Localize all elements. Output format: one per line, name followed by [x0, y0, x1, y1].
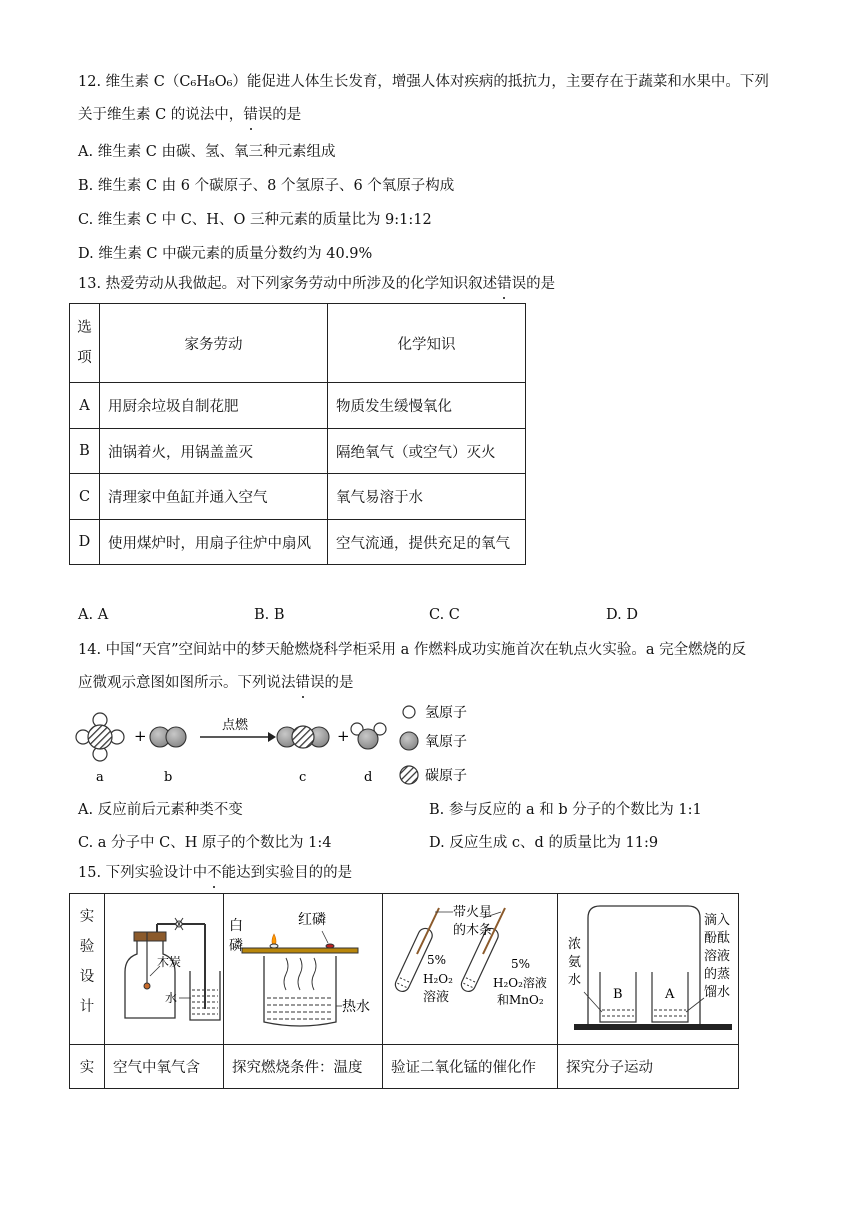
q13-row-b-knowledge: 隔绝氧气（或空气）灭火	[328, 429, 526, 474]
legend-carbon-label: 碳原子	[425, 768, 467, 784]
exp3-splint-label-2: 的木条	[453, 923, 493, 938]
carbon-atom-icon	[400, 766, 418, 784]
molecule-b-icon	[150, 727, 186, 747]
q13-answer-c: C. C	[429, 607, 460, 623]
reaction-arrow-icon	[200, 732, 276, 742]
q13-table	[69, 303, 526, 565]
q13-header-option-1: 选	[77, 320, 92, 336]
q13-header-labor: 家务劳动	[100, 304, 328, 383]
q15-design-header	[70, 894, 105, 1045]
arrow-label: 点燃	[222, 718, 249, 733]
exp3-left-label-1: 5%	[427, 953, 447, 967]
oxygen-atom-icon	[400, 732, 418, 750]
q15-design-header-3: 设	[79, 969, 95, 985]
q15-design-header-1: 实	[79, 909, 95, 925]
q13-row-a-knowledge: 物质发生缓慢氧化	[328, 383, 526, 429]
plus-sign-2: +	[337, 727, 350, 745]
exp4-ammonia-label-3: 水	[568, 973, 582, 988]
q14-option-b: B. 参与反应的 a 和 b 分子的个数比为 1:1	[429, 802, 702, 818]
exp3-right-label-2: H₂O₂溶液	[493, 976, 547, 990]
q12-emphasis-char: 错	[243, 107, 258, 123]
legend-oxygen	[400, 732, 467, 750]
molecule-a-icon	[76, 713, 124, 761]
exp4-beaker-b-label: B	[613, 987, 623, 1002]
q14-emphasis-char: 错	[295, 675, 310, 691]
exp2-purpose: 探究燃烧条件：温度	[224, 1045, 383, 1089]
q14-stem-prefix: 应微观示意图如图所示。下列说法	[78, 675, 296, 691]
exp4-ammonia-label-1: 浓	[568, 937, 582, 952]
exp3-right-label-3: 和MnO₂	[497, 993, 544, 1007]
q14-stem-suffix: 误的是	[310, 675, 354, 691]
exp4-phenol-label-5: 馏水	[704, 985, 731, 1000]
exp4-beaker-a-label: A	[665, 987, 675, 1002]
q13-stem	[78, 274, 555, 294]
legend-hydrogen-label: 氢原子	[425, 705, 467, 721]
q13-header-option	[70, 304, 100, 383]
q13-row-d-option: D	[70, 520, 100, 565]
exp4-cell	[558, 894, 739, 1045]
exp3-catalyst-apparatus	[383, 894, 557, 1040]
q15-stem-suffix: 能达到实验目的的是	[221, 865, 353, 881]
q15-emphasis-char: 不	[207, 865, 222, 881]
legend-oxygen-label: 氧原子	[425, 734, 467, 750]
exp4-molecular-motion-apparatus	[558, 894, 738, 1040]
exp3-cell	[383, 894, 558, 1045]
q13-row-a-option: A	[70, 383, 100, 429]
exp3-left-label-3: 溶液	[423, 990, 450, 1005]
q13-answer-b: B. B	[254, 607, 285, 623]
q14-stem-line2	[78, 673, 354, 693]
exp1-charcoal-label: 木炭	[157, 955, 182, 969]
q12-option-d: D. 维生素 C 中碳元素的质量分数约为 40.9%	[78, 246, 373, 262]
q13-answer-a: A. A	[78, 607, 109, 623]
q14-stem-line1: 14. 中国“天宫”空间站中的梦天舱燃烧科学柜采用 a 作燃料成功实施首次在轨点火实验。a 完全燃烧的反	[78, 642, 747, 658]
exp4-purpose: 探究分子运动	[558, 1045, 739, 1089]
plus-sign-1: +	[134, 727, 147, 745]
q13-row-c-labor: 清理家中鱼缸并通入空气	[100, 474, 328, 520]
q13-row-c-option: C	[70, 474, 100, 520]
exp4-phenol-label-4: 的蒸	[704, 967, 731, 982]
q15-stem-prefix: 15. 下列实验设计中	[78, 865, 208, 881]
exp3-left-label-2: H₂O₂	[423, 972, 453, 986]
q14-reaction-diagram	[70, 700, 490, 790]
exp2-cell	[224, 894, 383, 1045]
exp2-red-p-label: 红磷	[298, 912, 326, 928]
q12-option-b: B. 维生素 C 由 6 个碳原子、8 个氢原子、6 个氧原子构成	[78, 178, 455, 194]
q15-design-header-4: 计	[79, 999, 95, 1015]
label-c: c	[299, 770, 307, 785]
exp2-white-p-label-1: 白	[229, 918, 243, 934]
q13-emphasis-char: 错	[497, 276, 512, 292]
q14-option-c: C. a 分子中 C、H 原子的个数比为 1:4	[78, 835, 332, 851]
q13-row-d-labor: 使用煤炉时，用扇子往炉中扇风	[100, 520, 328, 565]
exp1-oxygen-content-apparatus	[105, 894, 223, 1040]
q13-stem-suffix: 误的是	[511, 276, 556, 292]
q13-header-knowledge: 化学知识	[328, 304, 526, 383]
q13-row-c-knowledge: 氧气易溶于水	[328, 474, 526, 520]
q13-row-b-option: B	[70, 429, 100, 474]
legend-hydrogen	[403, 705, 467, 721]
exp4-phenol-label-1: 滴入	[704, 913, 731, 928]
q13-row-a-labor: 用厨余垃圾自制花肥	[100, 383, 328, 429]
q14-option-a: A. 反应前后元素种类不变	[78, 802, 243, 818]
legend-carbon	[400, 766, 467, 784]
exp1-purpose: 空气中氧气含	[105, 1045, 224, 1089]
q13-row-d-knowledge: 空气流通，提供充足的氧气	[328, 520, 526, 565]
label-b: b	[164, 770, 173, 785]
exp3-right-label-1: 5%	[511, 957, 531, 971]
exp3-purpose: 验证二氧化锰的催化作	[383, 1045, 558, 1089]
q12-option-a: A. 维生素 C 由碳、氢、氧三种元素组成	[78, 144, 336, 160]
q15-table	[69, 893, 739, 1089]
exp4-phenol-label-3: 溶液	[704, 949, 731, 964]
q12-stem-line2	[78, 105, 301, 125]
q12-stem-suffix: 误的是	[257, 107, 302, 123]
q15-design-header-2: 验	[79, 939, 95, 955]
q13-stem-prefix: 13. 热爱劳动从我做起。对下列家务劳动中所涉及的化学知识叙述	[78, 276, 498, 292]
exp3-splint-label-1: 带火星	[453, 905, 493, 920]
q12-option-c: C. 维生素 C 中 C、H、O 三种元素的质量比为 9:1:12	[78, 212, 432, 228]
exp4-ammonia-label-2: 氨	[568, 955, 582, 970]
molecule-c-icon	[277, 726, 329, 748]
exp2-white-p-label-2: 磷	[229, 938, 243, 954]
q12-stem-line1: 12. 维生素 C（C₆H₈O₆）能促进人体生长发育，增强人体对疾病的抵抗力，主要存在于蔬菜和水果中。下列	[78, 74, 769, 90]
q14-option-d: D. 反应生成 c、d 的质量比为 11:9	[429, 835, 659, 851]
q15-purpose-header: 实	[70, 1045, 105, 1089]
exp4-phenol-label-2: 酚酞	[704, 931, 731, 946]
molecule-d-icon	[351, 723, 386, 749]
exp2-hot-water-label: 热水	[342, 999, 370, 1015]
hydrogen-atom-icon	[403, 706, 415, 718]
label-d: d	[364, 770, 373, 785]
exp1-water-label: 水	[165, 991, 178, 1005]
q12-stem-prefix: 关于维生素 C 的说法中，	[78, 107, 244, 123]
q13-header-option-2: 项	[77, 350, 92, 366]
exp2-combustion-apparatus	[224, 894, 382, 1040]
label-a: a	[96, 770, 104, 785]
exp1-cell	[105, 894, 224, 1045]
q13-answer-d: D. D	[606, 607, 638, 623]
q13-row-b-labor: 油锅着火，用锅盖盖灭	[100, 429, 328, 474]
q15-stem	[78, 863, 352, 883]
